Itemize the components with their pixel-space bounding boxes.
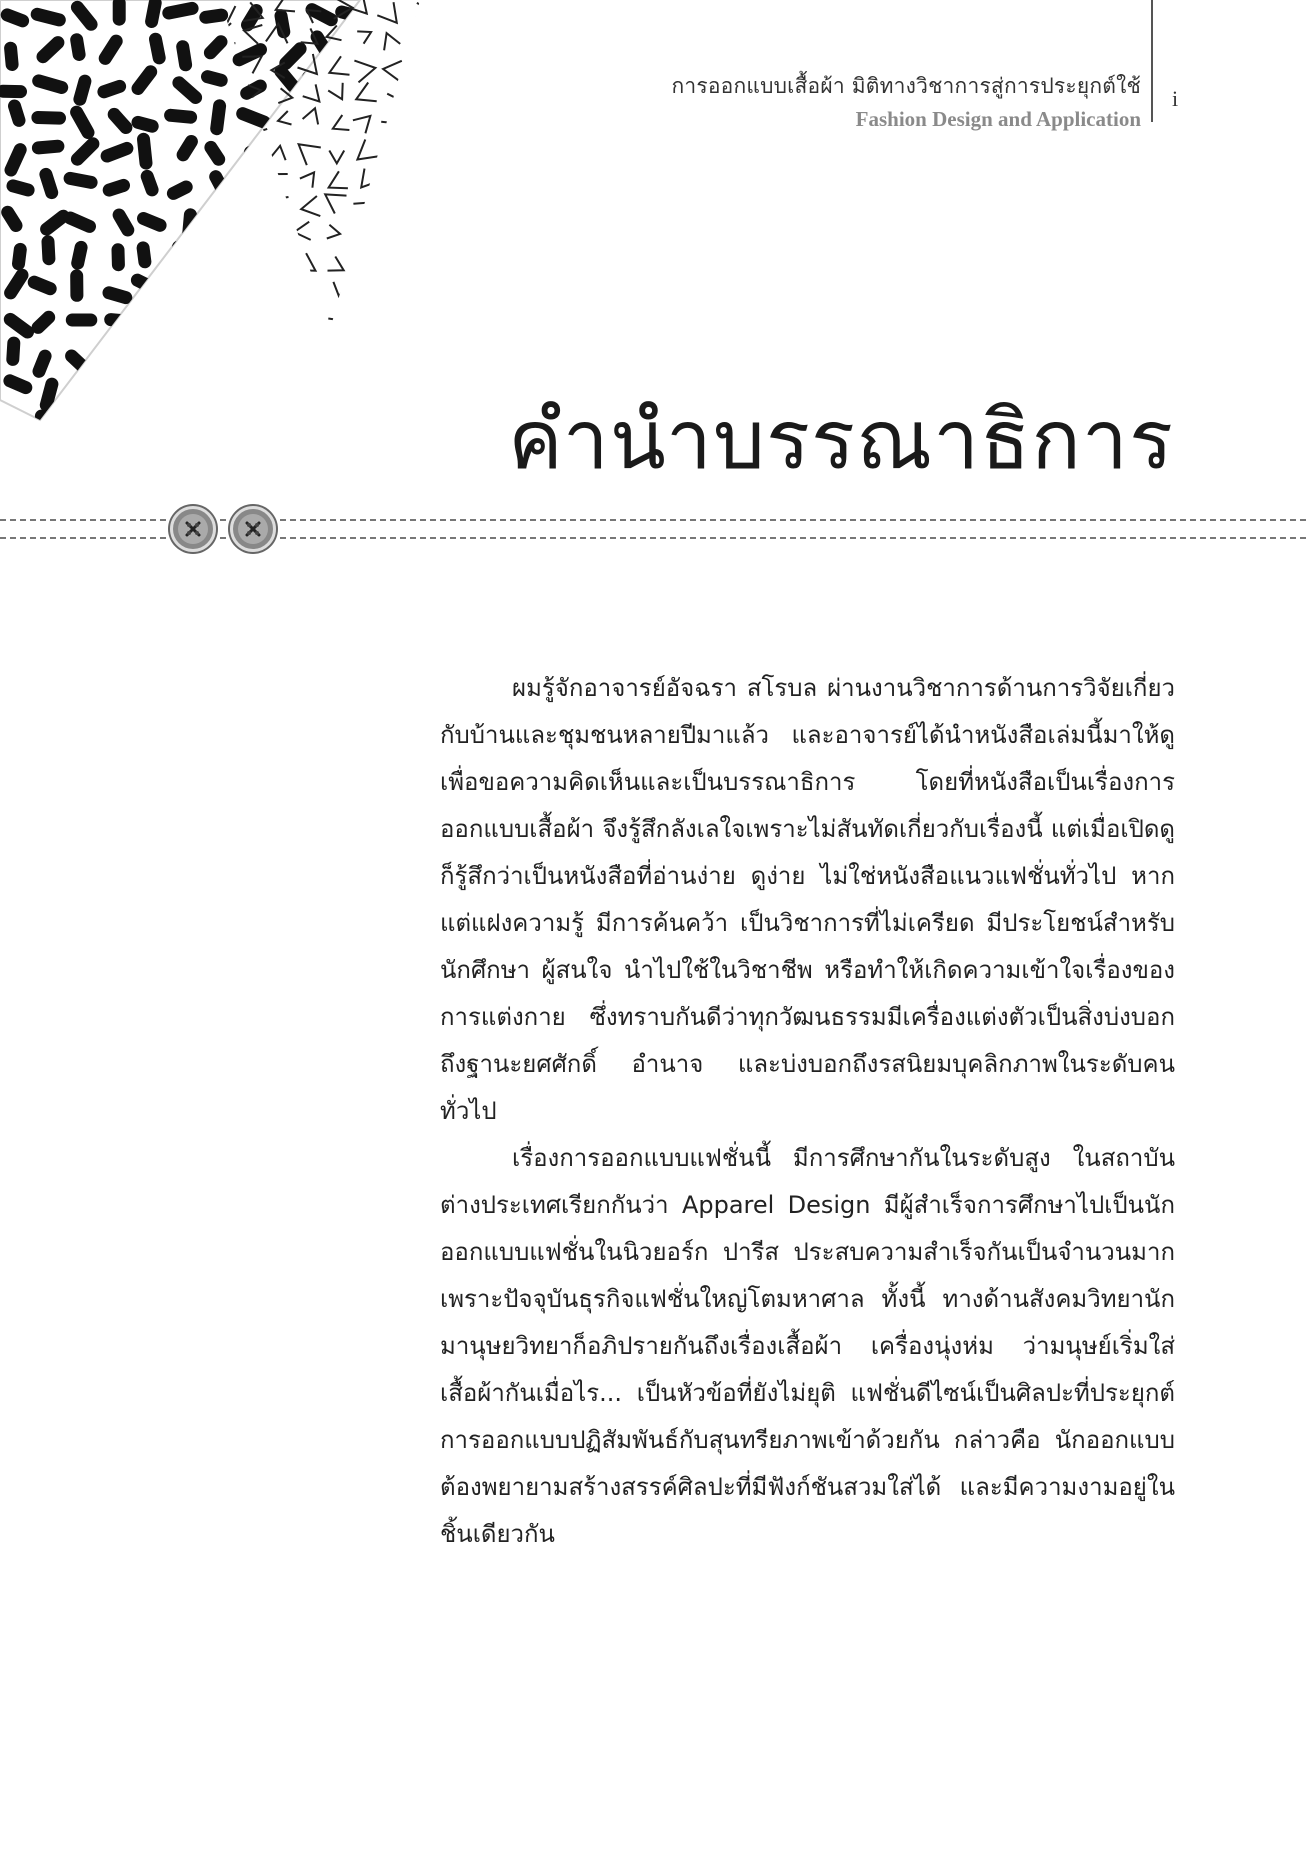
- pattern-triangle: [300, 304, 319, 322]
- pattern-triangle: [416, 3, 429, 18]
- pattern-dash: [346, 115, 364, 129]
- pattern-dash: [105, 41, 116, 58]
- pattern-dash: [321, 213, 333, 225]
- pattern-dash: [251, 152, 269, 154]
- dashed-stitch-divider: [0, 505, 1306, 545]
- pattern-dash: [138, 342, 154, 358]
- pattern-triangle: [328, 83, 343, 99]
- pattern-dash: [70, 218, 89, 226]
- pattern-dash: [354, 421, 363, 439]
- pattern-dash: [238, 242, 259, 254]
- pattern-triangle: [327, 225, 340, 239]
- pattern-triangle: [329, 171, 348, 188]
- pattern-dash: [152, 3, 156, 22]
- pattern-dash: [247, 351, 252, 365]
- pattern-triangle: [223, 282, 237, 296]
- pattern-dash: [173, 187, 186, 193]
- page-number: i: [1172, 86, 1179, 111]
- page-title: คำนำบรรณาธิการ: [507, 393, 1174, 488]
- pattern-triangle: [220, 231, 233, 246]
- pattern-dash: [10, 381, 26, 388]
- pattern-dash: [316, 150, 322, 167]
- pattern-dash: [314, 318, 319, 337]
- pattern-triangle: [222, 306, 242, 327]
- pattern-triangle: [271, 197, 288, 213]
- pattern-triangle: [407, 255, 425, 273]
- pattern-dash: [144, 139, 147, 163]
- pattern-triangle: [325, 194, 346, 213]
- pattern-triangle: [238, 224, 257, 242]
- pattern-dash: [280, 280, 293, 291]
- pattern-dash: [136, 417, 155, 423]
- pattern-dash: [46, 174, 52, 192]
- preface-body: [440, 665, 1175, 1558]
- pattern-dash: [348, 281, 352, 297]
- pattern-triangle: [270, 146, 285, 160]
- pattern-triangle: [277, 283, 295, 299]
- pattern-dash: [183, 47, 186, 65]
- pattern-dash: [138, 122, 152, 126]
- pattern-dash: [183, 142, 191, 155]
- pattern-triangle: [301, 196, 320, 216]
- pattern-dash: [187, 377, 196, 391]
- pattern-dash: [345, 41, 357, 59]
- pattern-triangle: [356, 83, 377, 102]
- pattern-triangle: [298, 283, 312, 296]
- pattern-triangle: [267, 231, 289, 251]
- pattern-dash: [213, 217, 228, 221]
- pattern-triangle: [222, 254, 240, 272]
- pattern-triangle: [388, 308, 408, 327]
- pattern-dash: [254, 282, 263, 301]
- pattern-dash: [308, 350, 321, 367]
- pattern-dash: [248, 11, 257, 25]
- pattern-dash: [321, 277, 324, 300]
- pattern-dash: [84, 391, 96, 401]
- pattern-dash: [46, 384, 52, 405]
- pattern-dash: [350, 244, 364, 263]
- pattern-dash: [143, 248, 145, 262]
- pattern-dash: [109, 185, 123, 190]
- header-divider: [1151, 0, 1153, 122]
- pattern-triangle: [248, 312, 263, 328]
- pattern-triangle: [364, 222, 378, 238]
- pattern-dash: [288, 182, 297, 204]
- pattern-triangle: [377, 2, 397, 23]
- pattern-dash: [107, 148, 127, 156]
- pattern-dash: [156, 39, 160, 58]
- pattern-triangle: [354, 61, 375, 83]
- pattern-triangle: [408, 59, 425, 74]
- pattern-dash: [80, 81, 85, 99]
- pattern-triangle: [414, 83, 429, 98]
- pattern-dash: [279, 382, 297, 394]
- pattern-dash: [15, 106, 20, 120]
- pattern-dash: [109, 293, 126, 298]
- pattern-triangle: [381, 255, 397, 269]
- pattern-dash: [11, 150, 20, 170]
- running-header: [671, 70, 1141, 132]
- pattern-triangle: [294, 222, 311, 240]
- pattern-dash: [39, 81, 62, 88]
- pattern-triangle: [296, 253, 316, 271]
- pattern-dash: [143, 378, 156, 397]
- pattern-dash: [246, 417, 265, 422]
- pattern-dash: [218, 392, 230, 403]
- pattern-dash: [217, 106, 220, 129]
- pattern-dash: [171, 284, 188, 290]
- pattern-dash: [38, 146, 58, 148]
- pattern-triangle: [353, 202, 375, 222]
- pattern-dash: [38, 118, 60, 119]
- pattern-triangle: [387, 84, 403, 102]
- pattern-triangle: [333, 282, 348, 296]
- pattern-dash: [19, 249, 21, 263]
- pattern-dash: [38, 317, 49, 327]
- pattern-dash: [312, 122, 329, 128]
- corner-pattern-decoration: [0, 0, 430, 440]
- pattern-triangle: [412, 232, 430, 249]
- pattern-triangle: [248, 176, 261, 190]
- pattern-dash: [169, 8, 192, 13]
- pattern-dash: [34, 282, 50, 289]
- pattern-triangle: [384, 168, 398, 183]
- sewing-buttons: [170, 506, 276, 552]
- pattern-dash: [41, 416, 52, 427]
- pattern-triangle: [410, 135, 430, 155]
- pattern-dash: [13, 343, 14, 359]
- pattern-dash: [173, 423, 192, 428]
- pattern-triangle: [381, 107, 399, 124]
- pattern-dash: [207, 256, 230, 259]
- pattern-triangle: [328, 302, 348, 321]
- pattern-dash: [281, 72, 293, 87]
- pattern-dash: [210, 42, 221, 53]
- pattern-dash: [72, 413, 84, 427]
- pattern-dash: [288, 312, 296, 332]
- pattern-dash: [343, 208, 354, 229]
- pattern-dash: [179, 321, 190, 331]
- pattern-triangle: [383, 61, 402, 81]
- pattern-dash: [352, 351, 371, 359]
- pattern-triangle: [412, 307, 430, 328]
- pattern-dash: [249, 180, 264, 193]
- pattern-triangle: [329, 151, 344, 164]
- pattern-dash: [314, 421, 332, 434]
- pattern-dash: [312, 246, 317, 260]
- pattern-dash: [111, 320, 130, 322]
- pattern-triangle: [333, 115, 350, 130]
- pattern-dash: [144, 219, 161, 226]
- pattern-dash: [39, 356, 45, 371]
- pattern-dash: [243, 114, 264, 122]
- pattern-triangle: [385, 199, 404, 219]
- pattern-triangle: [248, 245, 269, 267]
- pattern-triangle: [414, 199, 427, 213]
- pattern-triangle: [242, 279, 263, 297]
- pattern-triangle: [328, 257, 344, 271]
- pattern-dash: [13, 186, 28, 190]
- pattern-dash: [70, 178, 91, 182]
- button-icon: [230, 506, 276, 552]
- pattern-dash: [12, 417, 18, 431]
- pattern-triangle: [213, 189, 235, 209]
- pattern-triangle: [353, 116, 371, 133]
- pattern-dash: [209, 364, 223, 365]
- pattern-dash: [243, 219, 260, 235]
- pattern-dash: [276, 423, 291, 426]
- pattern-dash: [206, 15, 222, 17]
- pattern-dash: [275, 354, 293, 360]
- paragraph: ผมรู้จักอาจารย์อัจฉรา สโรบล ผ่านงานวิชาการด้านการวิจัยเกี่ยวกับบ้านและชุมชนหลายปีมาแล้ว และอาจารย์ได้นำหนังสือเล่มนี้มาให้ดูเพื่อขอความคิดเห็นและเป็นบรรณาธิการ โดยที่หนังสือเป็นเรื่องการออกแบบเสื้อผ้า จึงรู้สึกลังเลใจเพราะไม่สันทัดเกี่ยวกับเรื่องนี้ แต่เมื่อเปิดดูก็รู้สึกว่าเป็นหนังสือที่อ่านง่าย ดูง่าย ไม่ใช่หนังสือแนวแฟชั่นทั่วไป หากแต่แฝงความรู้ มีการค้นคว้า เป็นวิชาการที่ไม่เครียด มีประโยชน์สำหรับนักศึกษา ผู้สนใจ นำไปใช้ในวิชาชีพ หรือทำให้เกิดความเข้าใจเรื่องของการแต่งกาย ซึ่งทราบกันดีว่าทุกวัฒนธรรมมีเครื่องแต่งตัวเป็นสิ่งบ่งบอกถึงฐานะยศศักดิ์ อำนาจ และบ่งบอกถึงรสนิยมบุคลิกภาพในระดับคนทั่วไป: [440, 674, 1175, 1125]
- pattern-dash: [48, 242, 49, 259]
- pattern-triangle: [388, 220, 409, 241]
- pattern-dash: [78, 247, 81, 263]
- pattern-triangle: [361, 169, 379, 188]
- pattern-triangle: [414, 36, 429, 50]
- pattern-dash: [218, 325, 234, 329]
- pattern-triangle: [357, 258, 379, 277]
- pattern-dash: [110, 413, 119, 426]
- pattern-triangle: [299, 144, 321, 165]
- pattern-triangle: [413, 275, 430, 297]
- pattern-dash: [211, 147, 219, 159]
- pattern-triangle: [278, 111, 292, 125]
- pattern-triangle: [248, 198, 268, 218]
- pattern-dash: [104, 86, 120, 91]
- pattern-triangle: [386, 147, 403, 162]
- paragraph: เรื่องการออกแบบแฟชั่นนี้ มีการศึกษากันในระดับสูง ในสถาบันต่างประเทศเรียกกันว่า Apparel Design มีผู้สำเร็จการศึกษาไปเป็นนักออกแบบแฟชั่นในนิวยอร์ก ปารีส ประสบความสำเร็จกันเป็นจำนวนมาก เพราะปัจจุบันธุรกิจแฟชั่นใหญ่โตมหาศาล ทั้งนี้ ทางด้านสังคมวิทยานักมานุษยวิทยาก็อภิปรายกันถึงเรื่องเสื้อผ้า เครื่องนุ่งห่ม ว่ามนุษย์เริ่มใส่เสื้อผ้ากันเมื่อไร... เป็นหัวข้อที่ยังไม่ยุติ แฟชั่นดีไซน์เป็นศิลปะที่ประยุกต์การออกแบบปฏิสัมพันธ์กับสุนทรียภาพเข้าด้วยกัน กล่าวคือ นักออกแบบต้องพยายามสร้างสรรค์ศิลปะที่มีฟังก์ชันสวมใส่ได้ และมีความงามอยู่ในชิ้นเดียวกัน: [440, 1144, 1175, 1548]
- pattern-triangle: [352, 308, 368, 324]
- pattern-dash: [112, 352, 125, 359]
- pattern-dash: [347, 179, 354, 202]
- pattern-dash: [7, 15, 22, 21]
- pattern-dash: [215, 284, 217, 303]
- pattern-dash: [221, 422, 227, 440]
- pattern-dash: [249, 383, 253, 405]
- pattern-dash: [137, 280, 153, 288]
- pattern-dash: [289, 247, 294, 270]
- pattern-triangle: [303, 84, 320, 101]
- pattern-dash: [320, 386, 331, 403]
- pattern-dash: [309, 77, 322, 88]
- pattern-dash: [208, 77, 222, 81]
- pattern-dash: [112, 383, 126, 393]
- pattern-dash: [344, 322, 362, 327]
- pattern-triangle: [329, 56, 349, 74]
- pattern-triangle: [270, 308, 290, 327]
- pattern-triangle: [271, 257, 285, 270]
- pattern-triangle: [273, 174, 288, 187]
- pattern-triangle: [357, 140, 378, 160]
- pattern-triangle: [357, 277, 375, 297]
- pattern-dash: [11, 48, 13, 64]
- pattern-dash: [8, 212, 16, 225]
- pattern-dash: [139, 323, 161, 324]
- button-icon: [170, 506, 216, 552]
- pattern-triangle: [300, 172, 314, 187]
- pattern-triangle: [380, 283, 398, 302]
- pattern-dash: [285, 219, 288, 234]
- pattern-triangle: [413, 113, 430, 132]
- pattern-triangle: [414, 169, 430, 190]
- pattern-dash: [240, 318, 260, 324]
- pattern-dash: [239, 50, 260, 60]
- book-title-thai: การออกแบบเสื้อผ้า มิติทางวิชาการสู่การประยุกต์ใช้: [671, 74, 1141, 98]
- pattern-dash: [179, 350, 195, 351]
- pattern-triangle: [384, 33, 400, 50]
- pattern-dash: [179, 247, 195, 252]
- pattern-dash: [119, 215, 128, 230]
- pattern-dash: [147, 176, 152, 190]
- pattern-triangle: [303, 108, 319, 124]
- pattern-dash: [171, 115, 191, 117]
- pattern-dash: [114, 114, 126, 127]
- pattern-dash: [77, 40, 79, 55]
- pattern-dash: [37, 14, 59, 20]
- pattern-triangle: [357, 31, 371, 43]
- book-title-english: Fashion Design and Application: [855, 107, 1141, 131]
